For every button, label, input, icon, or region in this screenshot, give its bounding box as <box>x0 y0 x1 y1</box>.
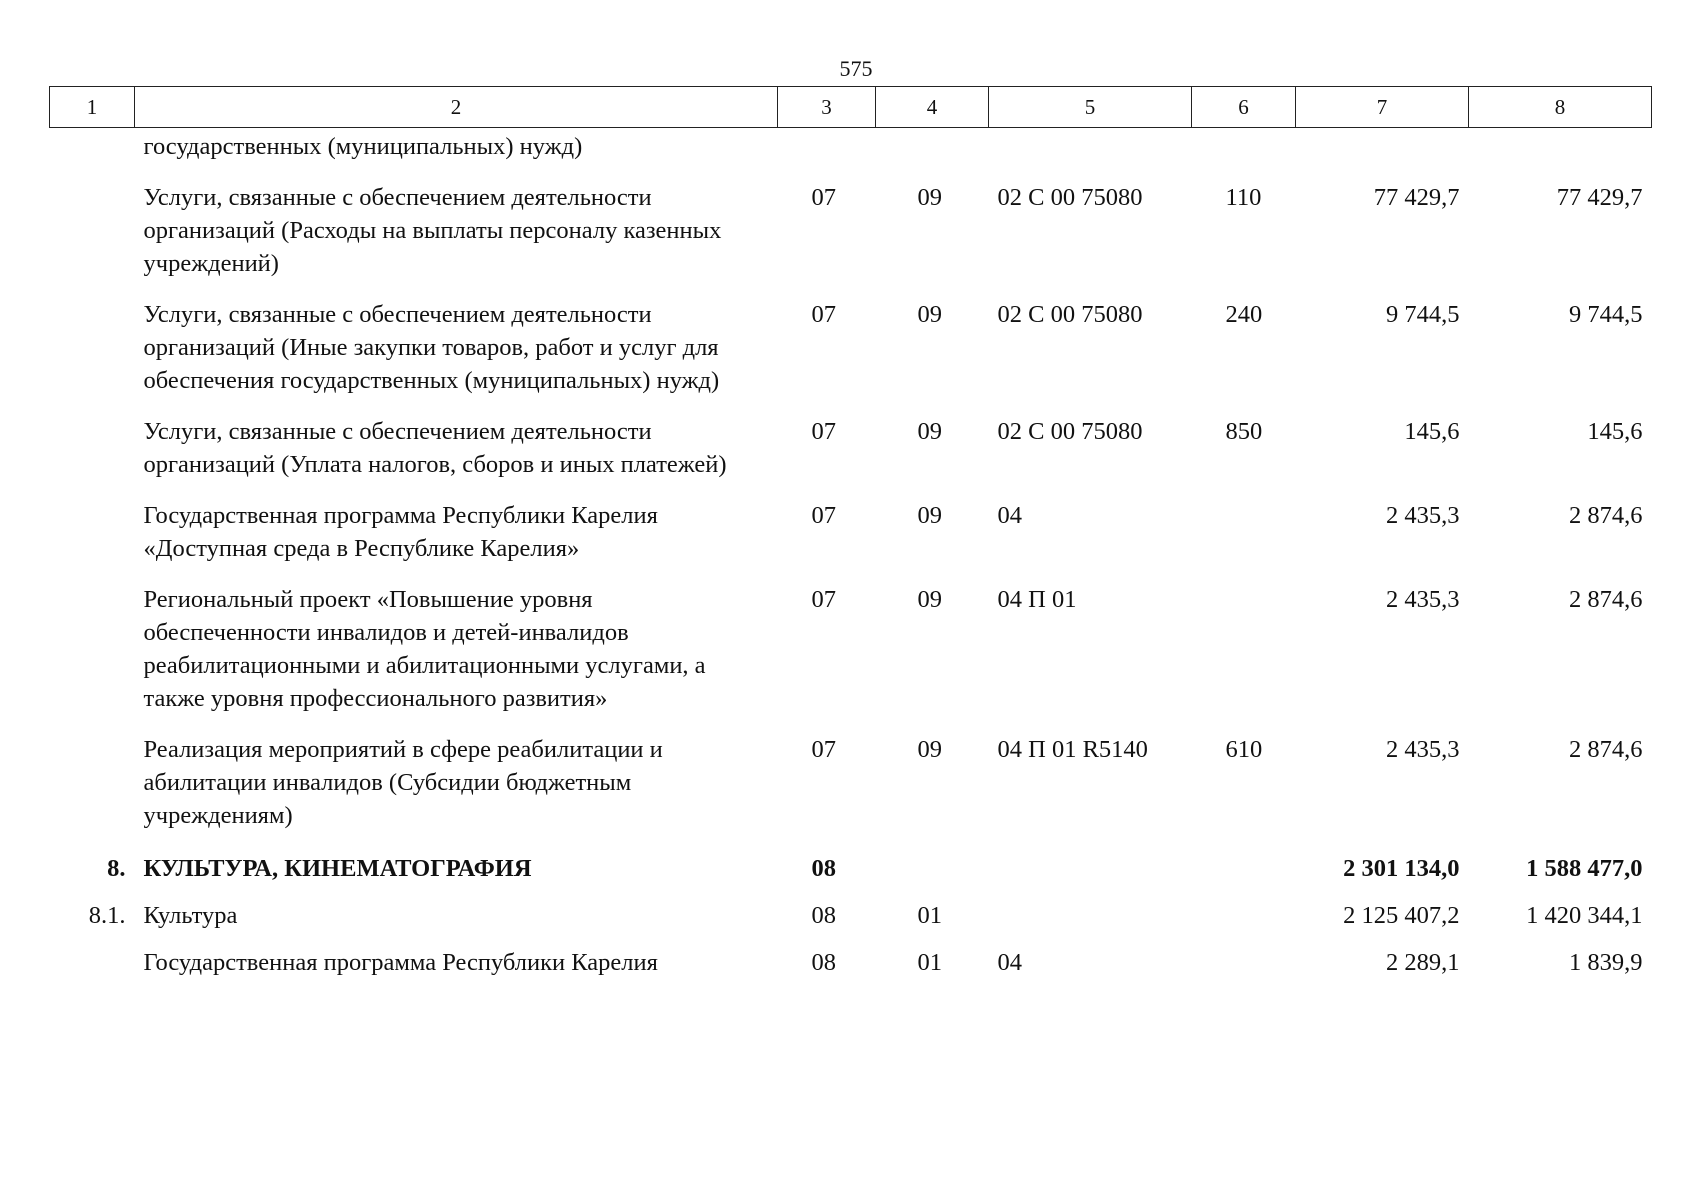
subsection-code-cell: 09 <box>917 418 942 445</box>
subsection-code-cell <box>876 840 989 891</box>
amount-year1-cell: 9 744,5 <box>1386 301 1460 328</box>
table-row <box>50 128 1652 172</box>
section-code-cell: 07 <box>811 586 836 613</box>
row-name-cell: Услуги, связанные с обеспечением деятельности организаций (Иные закупки товаров, работ и услуг для обеспечения государственных (муниципальных) нужд) <box>143 301 720 394</box>
target-article-cell: 04 П 01 <box>997 586 1077 613</box>
row-number-cell: 8. <box>107 855 126 882</box>
section-code-cell: 08 <box>811 902 836 929</box>
row-name-cell: КУЛЬТУРА, КИНЕМАТОГРАФИЯ <box>143 855 532 882</box>
subsection-code-cell: 09 <box>917 184 942 211</box>
target-article-cell <box>989 128 1192 172</box>
expense-type-cell <box>1192 840 1296 891</box>
row-name-cell: Государственная программа Республики Карелия <box>143 949 658 976</box>
expense-type-cell: 240 <box>1225 301 1263 328</box>
table-row <box>50 573 1652 723</box>
row-number-cell: 8.1. <box>88 902 126 929</box>
expense-type-cell <box>1192 128 1296 172</box>
subsection-code-cell: 01 <box>917 949 942 976</box>
amount-year2-cell: 1 420 344,1 <box>1526 902 1643 929</box>
target-article-cell: 04 П 01 R5140 <box>997 736 1148 763</box>
expense-type-cell: 110 <box>1225 184 1262 211</box>
expense-type-cell <box>1192 489 1296 573</box>
column-header-7: 7 <box>1296 87 1469 128</box>
section-code-cell: 07 <box>811 736 836 763</box>
amount-year2-cell: 1 839,9 <box>1569 949 1643 976</box>
row-number-cell <box>50 723 135 840</box>
amount-year1-cell: 145,6 <box>1404 418 1460 445</box>
amount-year2-cell: 9 744,5 <box>1569 301 1643 328</box>
target-article-cell <box>989 891 1192 938</box>
row-name-cell: Культура <box>143 902 238 929</box>
row-number-cell <box>50 171 135 288</box>
subsection-code-cell: 09 <box>917 586 942 613</box>
amount-year2-cell: 2 874,6 <box>1569 502 1643 529</box>
table-header <box>50 87 1652 128</box>
row-name-cell: Региональный проект «Повышение уровня обеспеченности инвалидов и детей-инвалидов реабилитационными и абилитационными услугами, а также уровня профессионального развития» <box>143 586 706 712</box>
table-row <box>50 938 1652 985</box>
row-number-cell <box>50 128 135 172</box>
header-row <box>50 87 1652 128</box>
table-row <box>50 288 1652 405</box>
budget-table <box>49 86 1652 985</box>
section-code-cell <box>778 128 876 172</box>
amount-year1-cell: 2 435,3 <box>1386 502 1460 529</box>
target-article-cell: 02 С 00 75080 <box>997 418 1143 445</box>
row-number-cell <box>50 489 135 573</box>
amount-year2-cell: 2 874,6 <box>1569 736 1643 763</box>
section-code-cell: 07 <box>811 301 836 328</box>
column-header-2: 2 <box>135 87 778 128</box>
amount-year2-cell: 1 588 477,0 <box>1526 855 1643 882</box>
target-article-cell: 04 <box>997 502 1022 529</box>
target-article-cell: 04 <box>997 949 1022 976</box>
table-row <box>50 489 1652 573</box>
row-name-cell: Услуги, связанные с обеспечением деятельности организаций (Уплата налогов, сборов и иных платежей) <box>143 418 727 478</box>
row-number-cell <box>50 405 135 489</box>
row-name-cell: государственных (муниципальных) нужд) <box>143 133 583 160</box>
table-row <box>50 171 1652 288</box>
table-row <box>50 840 1652 891</box>
subsection-code-cell: 09 <box>917 736 942 763</box>
column-header-1: 1 <box>50 87 135 128</box>
table-row <box>50 723 1652 840</box>
row-number-cell <box>50 573 135 723</box>
amount-year2-cell <box>1469 128 1652 172</box>
column-header-8: 8 <box>1469 87 1652 128</box>
column-header-4: 4 <box>876 87 989 128</box>
subsection-code-cell: 09 <box>917 502 942 529</box>
row-number-cell <box>50 288 135 405</box>
target-article-cell: 02 С 00 75080 <box>997 184 1143 211</box>
page-number: 575 <box>839 56 873 81</box>
target-article-cell <box>989 840 1192 891</box>
section-code-cell: 08 <box>811 949 836 976</box>
subsection-code-cell <box>876 128 989 172</box>
table-body <box>50 128 1652 986</box>
table-row <box>50 891 1652 938</box>
amount-year2-cell: 2 874,6 <box>1569 586 1643 613</box>
section-code-cell: 08 <box>811 855 836 882</box>
column-header-3: 3 <box>778 87 876 128</box>
expense-type-cell <box>1192 573 1296 723</box>
expense-type-cell: 610 <box>1225 736 1263 763</box>
expense-type-cell: 850 <box>1225 418 1263 445</box>
amount-year1-cell: 2 125 407,2 <box>1343 902 1460 929</box>
section-code-cell: 07 <box>811 502 836 529</box>
table-row <box>50 405 1652 489</box>
amount-year2-cell: 145,6 <box>1587 418 1643 445</box>
expense-type-cell <box>1192 938 1296 985</box>
amount-year2-cell: 77 429,7 <box>1556 184 1643 211</box>
expense-type-cell <box>1192 891 1296 938</box>
amount-year1-cell: 2 301 134,0 <box>1343 855 1460 882</box>
row-number-cell <box>50 938 135 985</box>
amount-year1-cell: 2 289,1 <box>1386 949 1460 976</box>
amount-year1-cell: 2 435,3 <box>1386 586 1460 613</box>
section-code-cell: 07 <box>811 418 836 445</box>
amount-year1-cell: 2 435,3 <box>1386 736 1460 763</box>
row-name-cell: Государственная программа Республики Карелия «Доступная среда в Республике Карелия» <box>143 502 658 562</box>
row-name-cell: Услуги, связанные с обеспечением деятельности организаций (Расходы на выплаты персоналу казенных учреждений) <box>143 184 722 277</box>
column-header-5: 5 <box>989 87 1192 128</box>
subsection-code-cell: 09 <box>917 301 942 328</box>
column-header-6: 6 <box>1192 87 1296 128</box>
row-name-cell: Реализация мероприятий в сфере реабилитации и абилитации инвалидов (Субсидии бюджетным учреждениям) <box>143 736 663 829</box>
amount-year1-cell <box>1296 128 1469 172</box>
target-article-cell: 02 С 00 75080 <box>997 301 1143 328</box>
amount-year1-cell: 77 429,7 <box>1373 184 1460 211</box>
subsection-code-cell: 01 <box>917 902 942 929</box>
section-code-cell: 07 <box>811 184 836 211</box>
